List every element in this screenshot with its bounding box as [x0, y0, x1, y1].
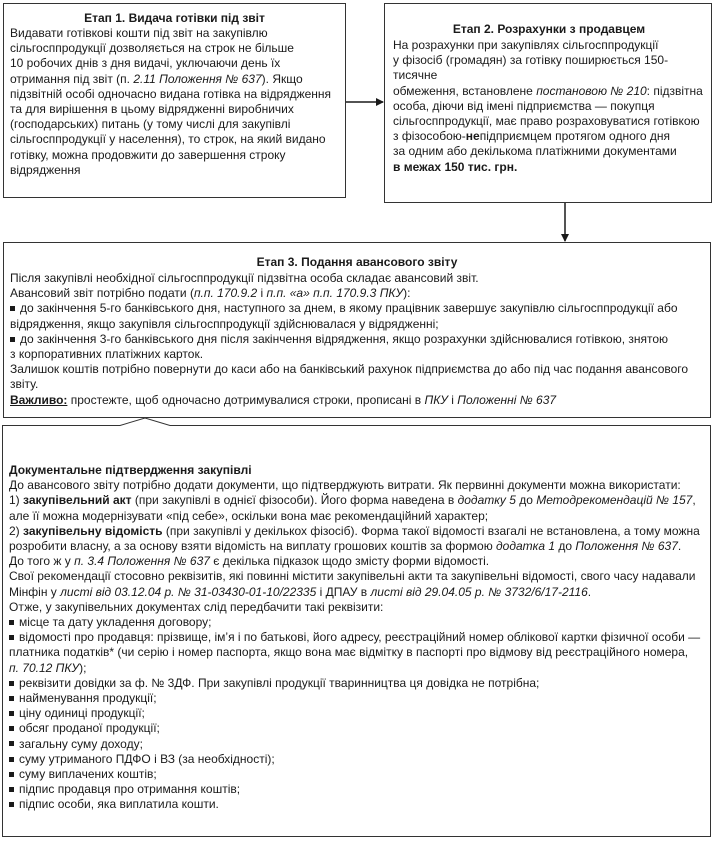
bullet-icon	[9, 726, 14, 731]
stage1-title: Етап 1. Видача готівки під звіт	[84, 11, 265, 25]
list-item: реквізити довідки за ф. № 3ДФ. При закупівлі продукції тваринництва ця довідка не потрібна;	[9, 676, 704, 691]
list-item: ціну одиниці продукції;	[9, 706, 704, 721]
docs-text: До авансового звіту потрібно додати документи, що підтверджують витрати. Як первинні документи можна використати: 1) закупівельний акт (при закупівлі в однієї фізособи). Його форма наведена в додатку 5 до Методрекомендацій № 157, але її можна модернізувати «під себе», оскільки вона має рекомендаційний характер; 2) закупівельну відомість (при закупівлі у декількох фізосіб). Форма такої відомості взагалі не встановлена, а тому можна розробити власну, а за основу взяти відомість на виплату грошових коштів за формою додатка 1 до Положення № 637. До того ж у п. 3.4 Положення № 637 є декілька підказок щодо змісту форми відомості. Свої рекомендації стосовно реквізитів, які повинні містити закупівельні акти та закупівельні відомості, свого часу надавали Мінфін у листі від 03.12.04 р. № 31-03430-01-10/22335 і ДПАУ в листі від 29.04.05 р. № 3732/6/17-2116. Отже, у закупівельних документах слід передбачити такі реквізити: місце та дату укладення договору; відомості про продавця: прізвище, ім’я і по батькові, його адресу, реєстраційний номер облікової картки фізичної особи — платника податків* (чи серію і номер паспорта, якщо вона має відмітку в паспорті про відмову від реєстраційного номера, п. 70.12 ПКУ); реквізити довідки за ф. № 3ДФ. При закупівлі продукції тваринництва ця довідка не потрібна; найменування продукції; ціну одиниці продукції; обсяг проданої продукції; загальну суму доходу; суму утриманого ПДФО і ВЗ (за необхідності); суму виплачених коштів; підпис продавця про отримання коштів; підпис особи, яка виплатила кошти.	[9, 478, 704, 812]
list-item: найменування продукції;	[9, 691, 704, 706]
bullet-icon	[9, 696, 14, 701]
list-item: загальну суму доходу;	[9, 737, 704, 752]
bullet-icon	[9, 772, 14, 777]
bullet-icon	[10, 306, 15, 311]
list-item: обсяг проданої продукції;	[9, 721, 704, 736]
docs-callout	[3, 426, 710, 836]
bullet-icon	[9, 741, 14, 746]
stage3-title: Етап 3. Подання авансового звіту	[256, 255, 458, 269]
bullet-icon	[9, 787, 14, 792]
list-item: підпис продавця про отримання коштів;	[9, 782, 704, 797]
list-item: підпис особи, яка виплатила кошти.	[9, 797, 704, 812]
bullet-icon	[9, 681, 14, 686]
stage2-text: На розрахунки при закупівлях сільгосппродукції у фізосіб (громадян) за готівку поширюється 150-тисячне обмеження, встановлене постановою № 210: підзвітна особа, діючи від імені підприємства — покупця сільгосппродукції, має право розраховуватися готівкою з фізособою-непідприємцем протягом одного дня за одним або декількома платіжними документами в межах 150 тис. грн.	[393, 38, 703, 174]
stage2-title: Етап 2. Розрахунки з продавцем	[452, 22, 646, 36]
stage1-text: Видавати готівкові кошти під звіт на закупівлю сільгосппродукції дозволяється на строк не більше 10 робочих днів з дня видачі, уключаючи день їх отримання під звіт (п. 2.11 Положення № 637). Якщо підзвітній особі одночасно видана готівка на відрядження та для вирішення в цьому відрядженні виробничих (господарських) питань (у тому числі для закупівлі сільгосппродукції у населення), то строк, на який видано готівку, можна продовжити до завершення строку відрядження	[10, 26, 332, 177]
important-label: Важливо:	[10, 392, 68, 407]
bullet-icon	[9, 620, 14, 625]
bullet-icon	[9, 711, 14, 716]
stage2-box	[384, 3, 712, 203]
stage1-box	[3, 3, 346, 198]
list-item: відомості про продавця: прізвище, ім’я і по батькові, його адресу, реєстраційний номер облікової картки фізичної особи —	[9, 630, 704, 645]
list-item: суму утриманого ПДФО і ВЗ (за необхідності);	[9, 752, 704, 767]
bullet-icon	[9, 802, 14, 807]
list-item: суму виплачених коштів;	[9, 767, 704, 782]
stage3-text: Після закупівлі необхідної сільгосппродукції підзвітна особа складає авансовий звіт. Авансовий звіт потрібно подати (п.п. 170.9.2 і п.п. «а» п.п. 170.9.3 ПКУ): до закінчення 5-го банківського дня, наступного за днем, в якому працівник завершує закупівлю сільгосппродукції або відрядження, якщо закупівля сільгосппродукції здійснювалася у відрядженні; до закінчення 3-го банківського дня після закінчення відрядження, якщо розрахунки здійснювалися готівкою, знятою з корпоративних платіжних карток. Залишок коштів потрібно повернути до каси або на банківський рахунок підприємства до або під час подання авансового звіту. Важливо: простежте, щоб одночасно дотримувалися строки, прописані в ПКУ і Положенні № 637	[10, 271, 689, 407]
docs-title: Документальне підтвердження закупівлі	[9, 463, 252, 477]
bullet-icon	[10, 337, 15, 342]
bullet-icon	[9, 635, 14, 640]
bullet-icon	[9, 757, 14, 762]
stage3-box	[3, 242, 711, 418]
list-item: місце та дату укладення договору;	[9, 615, 704, 630]
